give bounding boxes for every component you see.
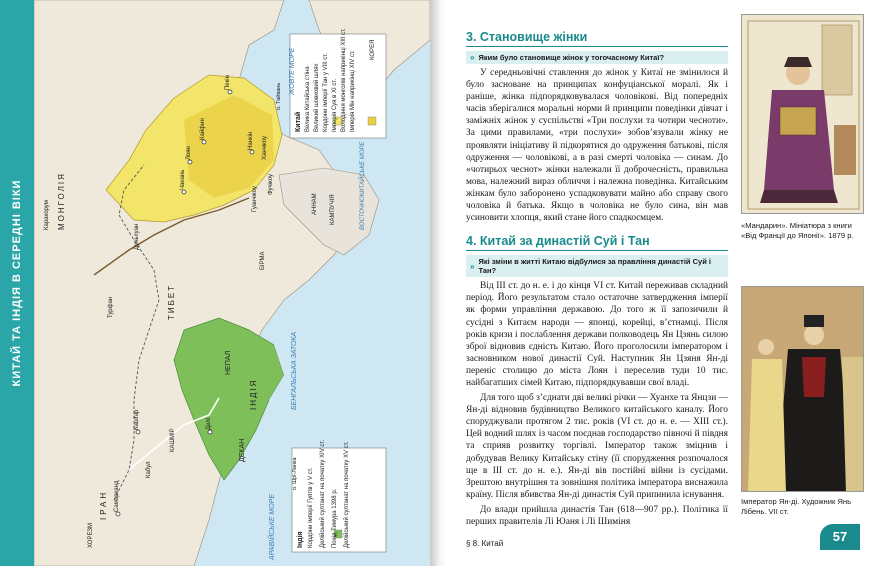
- label-delhi: Делі: [206, 417, 212, 430]
- legend-china-item: Велика Китайська стіна: [305, 66, 311, 132]
- paragraph: До влади прийшла династія Тан (618—907 рр.). Політика її перших правителів Лі Юаня і Лі Шиміня: [466, 504, 728, 527]
- label-mongolia: МОНГОЛІЯ: [57, 172, 66, 230]
- legend-china-item: Володіння монголів наприкінці XIII ст.: [341, 28, 347, 132]
- section-3: [466, 30, 728, 224]
- section-3-question: [466, 51, 728, 64]
- label-khwarazm: ХОРЕЗМ: [88, 523, 94, 548]
- label-kashgar: Кашгар: [134, 409, 140, 430]
- chapter-title: КИТАЙ ТА ІНДІЯ В СЕРЕДНІ ВІКИ: [11, 179, 23, 387]
- label-kampuchea: КАМПУЧІЯ: [330, 194, 336, 225]
- legend-india-item: Кордони імперії Гуптів у V ст.: [308, 467, 314, 548]
- page-gutter: [430, 0, 446, 566]
- legend-china-item: Великий шовковий шлях: [314, 63, 320, 132]
- question-text: Які зміни в житті Китаю відбулися за правління династій Суй і Тан?: [478, 257, 711, 276]
- label-annam: АННАМ: [312, 193, 318, 215]
- label-india: ІНДІЯ: [249, 378, 258, 410]
- label-karakorum: Каракорум: [44, 200, 50, 230]
- paragraph: Від III ст. до н. е. і до кінця VI ст. Китай переживав складний період. Його результатом стало остаточне затвердження імперії як форми управління державою. До того ж її запозичили й сусідні з Китаєм народи — японці, корейці, в’єтнамці. Після років кризи і послаблення держави полководець Ян Цзянь силою зброї відновив єдність Китаю. Його проголосили імператором і засновником нової династії Суй. Наступник Ян Цзяня Ян-ді переніс столицю до міста Лоян і переселив туди 10 тис. найбагатших сімей Китаю, підпорядкувавши свої владі.: [466, 281, 728, 388]
- label-east-china-sea: ВОСТОЧНОКИТАЙСЬКЕ МОРЕ: [360, 141, 366, 230]
- emperor-illustration: [741, 286, 864, 492]
- paragraph: У середньовічні ставлення до жінок у Китаї не змінилося й було засноване на принципах конфуціанської моралі. Як і раніше, жінка підпорядковувалася чоловікові. Від попередніх часів зберігалися моральні норми й принципи поведінки дівчат і заміжніх жінок у суспільстві «Три послухи та чотири чесноти». За цими правилами, «три послухи» зобов’язували жінку не проявляти ініціативу й підкорятися до одруження батькові, після одруження — чоловікові, а в разі смерті чоловіка — синам. До «чотирьох чеснот» жінки належали її доброчесність, правильна мова, належний вираз обличчя і належна поведінка. Китайським жінкам було заборонено успадковувати майно або справу свого чоловіка й батька. Якщо в чоловіка не було сина, він мав усиновити хлопця, який стане його спадкоємцем.: [466, 68, 728, 224]
- label-fuzhou: Фучжоу: [268, 174, 274, 195]
- arrow-icon: »: [470, 261, 475, 271]
- question-text: Яким було становище жінок у тогочасному Китаї?: [478, 53, 665, 62]
- label-luoyang: Лоян: [186, 146, 192, 160]
- bengal-bay: [269, 300, 364, 440]
- legend-india-item: Похід Тимура 1398 р.: [332, 488, 338, 548]
- label-bengal-bay: БЕНГАЛЬСЬКА ЗАТОКА: [291, 331, 298, 410]
- label-yellow-sea: ЖОВТЕ МОРЕ: [289, 47, 296, 95]
- label-burma: БІРМА: [260, 251, 266, 270]
- map: [34, 0, 430, 566]
- mandarin-caption: «Мандарин». Мініатюра з книги «Від Франції до Японії». 1879 р.: [741, 221, 854, 240]
- label-korea: КОРЕЯ: [370, 39, 376, 60]
- map-canvas: [34, 0, 430, 566]
- legend-india-item: Делійський султанат на початку XIV ст.: [320, 439, 326, 548]
- arrow-icon: »: [470, 53, 475, 62]
- label-kabul: Кабул: [146, 461, 152, 478]
- section-4-question: [466, 255, 728, 277]
- label-iran: ІРАН: [99, 489, 108, 520]
- city-marker: [202, 140, 206, 144]
- legend-china-item: Імперія Суя в XI ст.: [332, 78, 338, 132]
- section-4: [466, 234, 728, 528]
- emperor-caption: Імператор Ян-ді. Художник Янь Лібень. VII ст.: [741, 497, 852, 516]
- label-nepal: НЕПАЛ: [225, 350, 232, 375]
- city-marker: [182, 190, 186, 194]
- legend-china-item: Імперія Мін наприкінці XIV ст.: [350, 50, 356, 132]
- page-number: 57: [820, 524, 860, 550]
- label-dekan: ДЕКАН: [239, 438, 246, 462]
- text-column: [466, 30, 728, 528]
- city-marker: [228, 90, 232, 94]
- label-beijing: Пекін: [225, 75, 231, 90]
- legend-india-item: Делійський султанат на початку XV ст.: [344, 441, 350, 548]
- city-marker: [116, 512, 120, 516]
- side-strip: [0, 0, 34, 566]
- legend-india-title: Індія: [297, 531, 304, 548]
- label-sri-lanka: о. Шрі-Ланка: [292, 457, 298, 490]
- label-guangzhou: Гуанчжоу: [252, 186, 258, 212]
- legend-swatch-ming: [368, 117, 376, 125]
- label-hangzhou: Ханчжоу: [262, 135, 268, 160]
- label-taiwan: о. Тайвань: [276, 82, 282, 110]
- paragraph: Для того щоб з’єднати дві великі річки — Хуанхе та Янцзи — Ян-ді відновив будівництво Великого китайського каналу. Його споруджували протягом 2 тис. років (VI ст. до н. е. — XIII ст.). Цей водний шлях із часом поєднав господарство півночі й півдня та сприяв розвитку торгівлі. Імператор також зміцнив і добудував Велику Китайську стіну (її спорудження розпочалося ще в III ст. до н. е.). Ян-ді вів постійні війни із сусідами. Зрештою внутрішня та зовнішня політика імператора виснажила країну. Після вбивства Ян-ді династія Суй припинила існування.: [466, 393, 728, 500]
- city-marker: [208, 430, 212, 434]
- label-turfan: Турфан: [108, 296, 114, 318]
- city-marker: [250, 150, 254, 154]
- legend-china-title: Китай: [295, 111, 302, 132]
- label-arabian-sea: АРАВІЙСЬКЕ МОРЕ: [269, 493, 276, 560]
- label-kashmir: КАШМІР: [170, 428, 176, 452]
- footer-section-label: § 8. Китай: [466, 539, 504, 548]
- section-4-title: 4. Китай за династій Суй і Тан: [466, 234, 728, 251]
- legend-china-item: Кордони імперії Тан у VIII ст.: [323, 52, 329, 132]
- city-marker: [136, 430, 140, 434]
- label-chanan: Чанань: [180, 169, 186, 190]
- label-tibet: ТИБЕТ: [167, 283, 176, 320]
- section-3-title: 3. Становище жінки: [466, 30, 728, 47]
- mandarin-illustration: [741, 14, 864, 214]
- label-dunhuang: Дуньхуан: [134, 223, 140, 250]
- label-kaifeng: Кайфин: [200, 118, 206, 140]
- label-nanjing: Нанкін: [248, 131, 254, 150]
- label-samarkand: Самарканд: [114, 480, 120, 512]
- city-marker: [188, 160, 192, 164]
